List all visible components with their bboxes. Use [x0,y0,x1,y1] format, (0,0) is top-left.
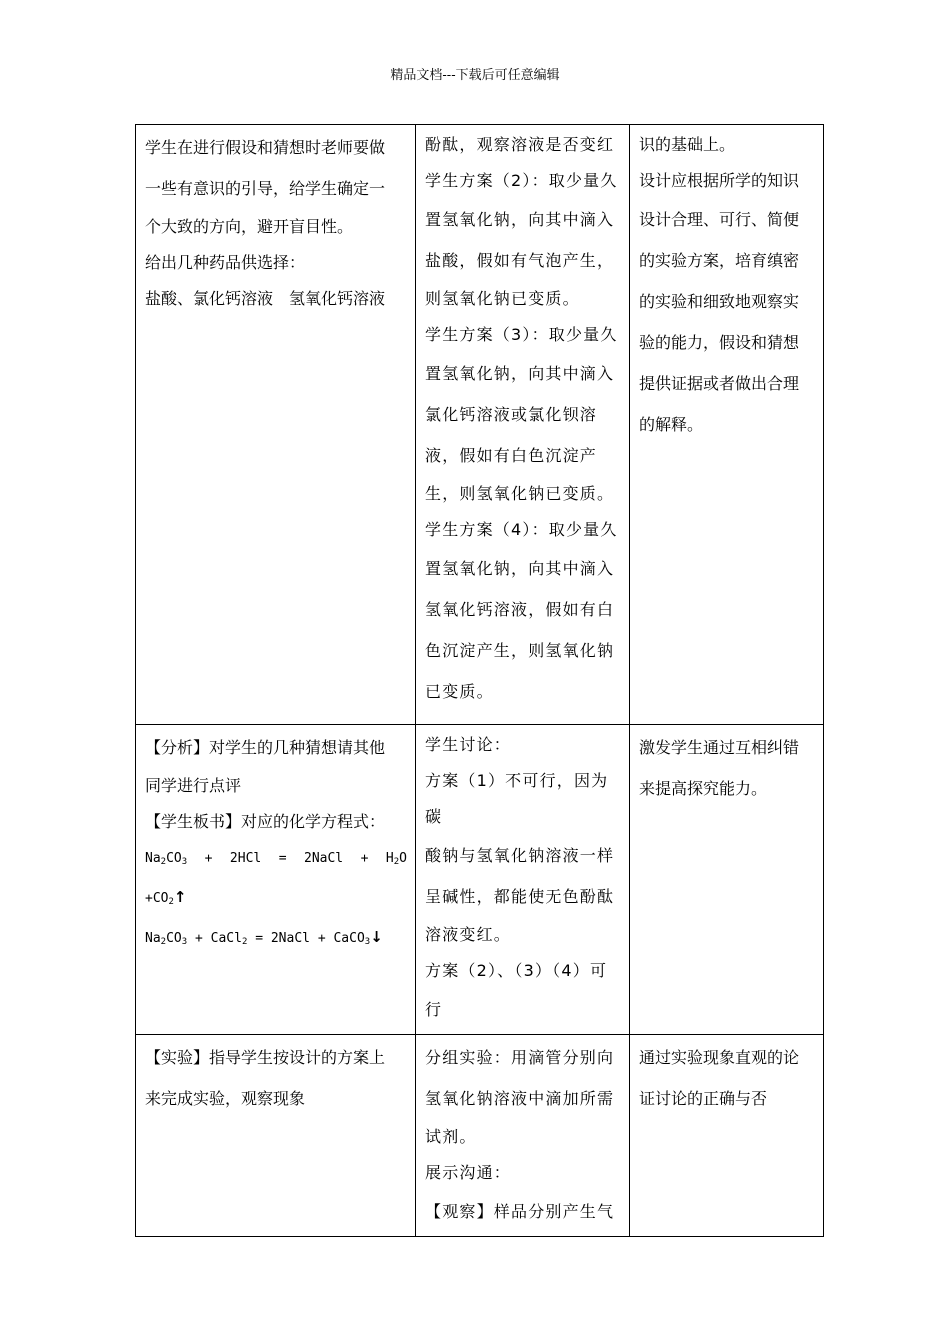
chemical-equation-1: $Na_2CO_3$ + 2HCl = 2NaCl + $H_2O$ [145,851,407,867]
text-line: 一些有意识的引导，给学生确定一 [145,179,386,198]
text-line: 学生在进行假设和猜想时老师要做 [145,138,386,157]
text-line: 色沉淀产生，则氢氧化钠 [425,641,615,660]
text-line: 置氢氧化钠，向其中滴入 [425,210,615,229]
text-line: 方案（1）不可行，因为碳 [425,771,609,826]
design-intent-cell [630,725,824,1035]
text-line: 盐酸，假如有气泡产生， [425,251,615,270]
gas-arrow-icon: ↑ [173,888,187,906]
text-line: 盐酸、氯化钙溶液 氢氧化钙溶液 [145,289,386,308]
text-line: 学生方案（3）：取少量久 [425,325,618,344]
text-line: 【实验】指导学生按设计的方案上 [145,1048,386,1067]
text-line: 学生讨论： [425,735,512,754]
design-intent-cell [630,125,824,725]
text-line: 同学进行点评 [145,776,242,795]
text-line: 学生方案（4）：取少量久 [425,520,618,539]
student-activity-cell [416,1035,630,1237]
text-line: 【观察】样品分别产生气 [425,1202,615,1221]
design-intent-cell [630,1035,824,1237]
text-line: 【分析】对学生的几种猜想请其他 [145,738,386,757]
text-line: 的实验和细致地观察实 [639,292,800,311]
text-line: 置氢氧化钠，向其中滴入 [425,559,615,578]
text-line: 个大致的方向，避开盲目性。 [145,217,354,236]
text-line: 则氢氧化钠已变质。 [425,289,580,308]
text-line: 氯化钙溶液或氯化钡溶 [425,405,598,424]
page-header: 精品文档---下载后可任意编辑 [390,68,560,83]
text-line: 来完成实验，观察现象 [145,1089,306,1108]
text-line: 氢氧化钙溶液，假如有白 [425,600,615,619]
text-line: 生，则氢氧化钠已变质。 [425,484,615,503]
table-row [136,125,824,725]
text-line: 展示沟通： [425,1163,512,1182]
text-line: 试剂。 [425,1127,477,1146]
text-line: 已变质。 [425,682,494,701]
student-activity-cell [416,725,630,1035]
text-line: 提供证据或者做出合理 [639,374,800,393]
text-line: 呈碱性，都能使无色酚酞 [425,887,615,906]
text-line: 的实验方案，培育缜密 [639,251,800,270]
text-line: 验的能力，假设和猜想 [639,333,800,352]
chemical-equation-2: $Na_2CO_3$ + CaCl$_2$ = 2NaCl + CaCO$_3$↓ [145,928,383,947]
teacher-activity-cell [136,125,416,725]
text-line: 方案（2）、（3）（4）可 [425,961,608,980]
text-line: 通过实验现象直观的论 [639,1048,800,1067]
text-line: 【学生板书】对应的化学方程式： [145,812,386,831]
lesson-table [135,124,824,1237]
teacher-activity-cell [136,1035,416,1237]
text-line: 酚酞，观察溶液是否变红 [425,135,615,154]
text-line: 设计合理、可行、简便 [639,210,800,229]
text-line: 设计应根据所学的知识 [639,171,800,190]
chemical-equation-1-continued: $+CO_2↑$ [145,888,187,907]
text-line: 激发学生通过互相纠错 [639,738,800,757]
text-line: 分组实验：用滴管分别向 [425,1048,615,1067]
text-line: 给出几种药品供选择： [145,253,306,272]
table-row [136,725,824,1035]
text-line: 氢氧化钠溶液中滴加所需 [425,1089,615,1108]
text-line: 的解释。 [639,415,704,434]
text-line: 液，假如有白色沉淀产 [425,446,598,465]
text-line: 溶液变红。 [425,925,512,944]
text-line: 行 [425,1000,443,1019]
precipitate-arrow-icon: ↓ [370,928,383,946]
text-line: 置氢氧化钠，向其中滴入 [425,364,615,383]
student-activity-cell [416,125,630,725]
text-line: 证讨论的正确与否 [639,1089,768,1108]
text-line: 学生方案（2）：取少量久 [425,171,618,190]
text-line: 酸钠与氢氧化钠溶液一样 [425,846,615,865]
table-row [136,1035,824,1237]
text-line: 来提高探究能力。 [639,779,768,798]
text-line: 识的基础上。 [639,135,736,154]
teacher-activity-cell [136,725,416,1035]
